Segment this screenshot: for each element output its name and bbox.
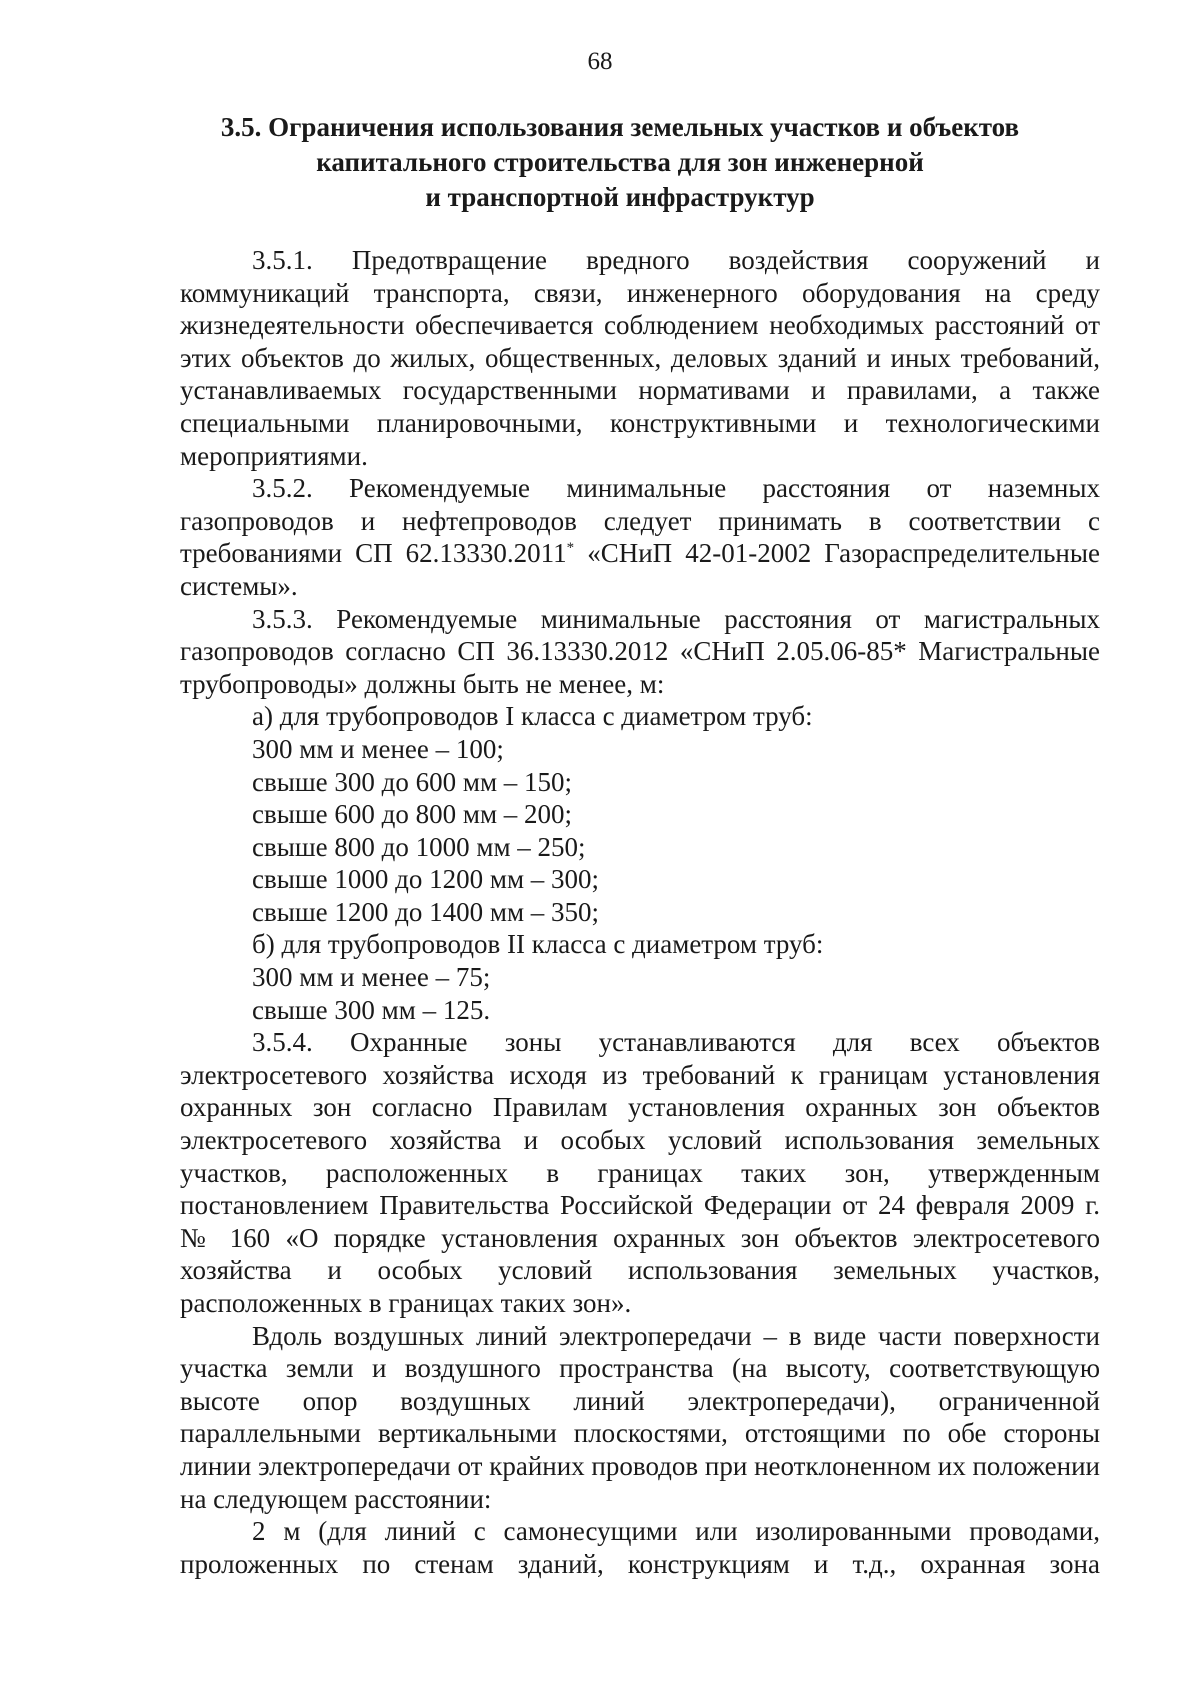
paragraph-overhead-lines: Вдоль воздушных линий электропередачи – в виде части поверхности участка земли и воздушного пространства (на высоту, соответствующую высоте опор воздушных линий электропередачи), ограниченной параллельными вертикальными плоскостями, отстоящими по обе стороны линии электропередачи от крайних проводов при неотклоненном их положении на следующем расстоянии: — [180, 1320, 1100, 1514]
paragraph-2m: 2 м (для линий с самонесущими или изолированными проводами, проложенных по стенам зданий, конструкциям и т.д., охранная зона — [180, 1516, 1100, 1579]
heading-line-1: 3.5. Ограничения использования земельных участков и объектов — [220, 112, 1020, 142]
list-item: свыше 300 до 600 мм – 150; — [252, 766, 573, 797]
list-a-title: а) для трубопроводов I класса с диаметром труб: — [252, 701, 813, 732]
list-b-title: б) для трубопроводов II класса с диаметром труб: — [252, 929, 824, 960]
heading-line-3: и транспортной инфраструктур — [425, 182, 815, 212]
list-item: свыше 300 мм – 125. — [252, 994, 491, 1025]
list-item: 300 мм и менее – 75; — [252, 962, 491, 993]
paragraph-3-5-2-text-end: «СНиП 42-01-2002 Газораспределительные системы». — [180, 538, 1100, 601]
section-heading — [160, 110, 1080, 215]
list-item: 300 мм и менее – 100; — [252, 733, 504, 764]
list-item: свыше 800 до 1000 мм – 250; — [252, 831, 586, 862]
paragraph-3-5-2-text: 3.5.2. Рекомендуемые минимальные расстояния от наземных газопроводов и нефтепроводов следует принимать в соответствии с требованиями СП 62.13330.2011 — [180, 473, 1100, 569]
document-body — [180, 244, 1100, 1580]
list-item: свыше 600 до 800 мм – 200; — [252, 799, 573, 830]
paragraph-3-5-1: 3.5.1. Предотвращение вредного воздействия сооружений и коммуникаций транспорта, связи, инженерного оборудования на среду жизнедеятельности обеспечивается соблюдением необходимых расстояний от этих объектов до жилых, общественных, деловых зданий и иных требований, устанавливаемых государственными нормативами и правилами, а также специальными планировочными, конструктивными и технологическими мероприятиями. — [180, 245, 1100, 471]
paragraph-3-5-2 — [180, 472, 1100, 602]
list-item: свыше 1200 до 1400 мм – 350; — [252, 896, 600, 927]
paragraph-3-5-4: 3.5.4. Охранные зоны устанавливаются для всех объектов электросетевого хозяйства исходя из требований к границам установления охранных зон согласно Правилам установления охранных зон объектов электросетевого хозяйства и особых условий использования земельных участков, расположенных в границах таких зон, утвержденным постановлением Правительства Российской Федерации от 24 февраля 2009 г. № 160 «О порядке установления охранных зон объектов электросетевого хозяйства и особых условий использования земельных участков, расположенных в границах таких зон». — [180, 1027, 1100, 1318]
list-item: свыше 1000 до 1200 мм – 300; — [252, 864, 600, 895]
page-number: 68 — [587, 48, 613, 75]
footnote-mark: * — [566, 540, 575, 557]
heading-line-2: капитального строительства для зон инженерной — [316, 147, 924, 177]
paragraph-3-5-3: 3.5.3. Рекомендуемые минимальные расстояния от магистральных газопроводов согласно СП 36.13330.2012 «СНиП 2.05.06-85* Магистральные трубопроводы» должны быть не менее, м: — [180, 603, 1100, 699]
